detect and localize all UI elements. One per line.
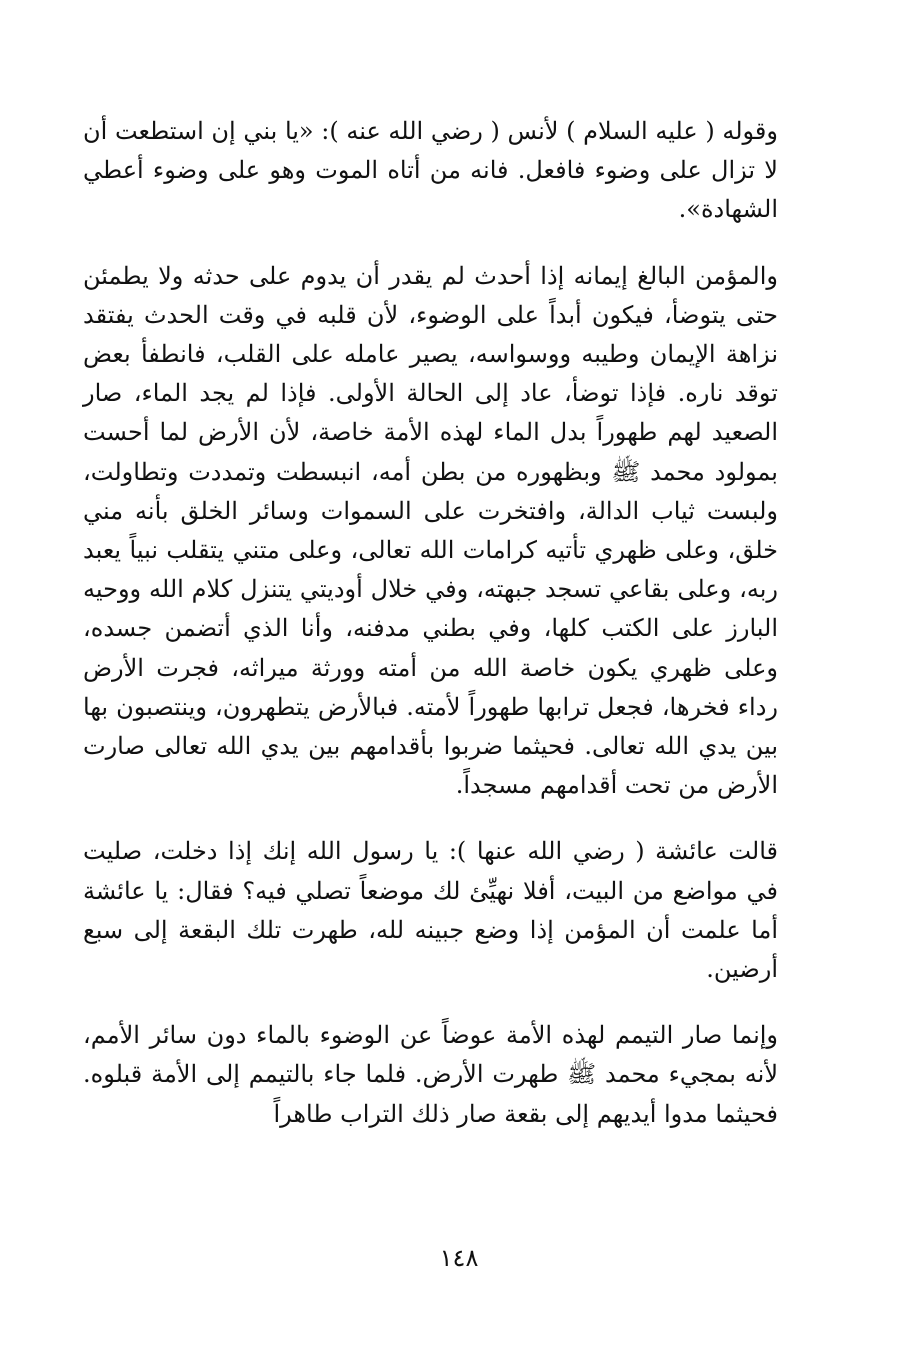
paragraph-anas-hadith: وقوله ( عليه السلام ) لأنس ( رضي الله عنه ): «يا بني إن استطعت أن لا تزال على وضوء فافعل. فانه من أتاه الموت وهو على وضوء أعطي الشهادة». (83, 117, 778, 224)
paragraph-tayammum: وإنما صار التيمم لهذه الأمة عوضاً عن الوضوء بالماء دون سائر الأمم، لأنه بمجيء محمد ﷺ طهرت الأرض. فلما جاء بالتيمم إلى الأمة قبلوه. فحيثما مدوا أيديهم إلى بقعة صار ذلك التراب طاهراً (83, 1021, 779, 1128)
paragraph-aisha-hadith: قالت عائشة ( رضي الله عنها ): يا رسول الله إنك إذا دخلت، صليت في مواضع من البيت، أفلا نهيِّئ لك موضعاً تصلي فيه؟ فقال: يا عائشة أما علمت أن المؤمن إذا وضع جبينه لله، طهرت تلك البقعة إلى سبع أرضين. (83, 837, 778, 984)
page-body (83, 112, 778, 1134)
page-number: ١٤٨ (439, 1244, 479, 1272)
paragraph-earth-purity: والمؤمن البالغ إيمانه إذا أحدث لم يقدر أن يدوم على حدثه ولا يطمئن حتى يتوضأ، فيكون أبداً على الوضوء، لأن قلبه في وقت الحدث يفتقد نزاهة الإيمان وطيبه ووسواسه، يصير عامله على القلب، فانطفأ بعض توقد ناره. فإذا توضأ، عاد إلى الحالة الأولى. فإذا لم يجد الماء، صار الصعيد لهم طهوراً بدل الماء لهذه الأمة خاصة، لأن الأرض لما أحست بمولود محمد ﷺ وبظهوره من بطن أمه، انبسطت وتمددت وتطاولت، ولبست ثياب الدالة، وافتخرت على السموات وسائر الخلق بأنه مني خلق، وعلى ظهري تأتيه كرامات الله تعالى، وعلى متني يتقلب نبياً يعبد ربه، وعلى بقاعي تسجد جبهته، وفي خلال أوديتي يتنزل كلام الله ووحيه البارز على الكتب كلها، وفي بطني مدفنه، وأنا الذي أتضمن جسده، وعلى ظهري يكون خاصة الله من أمته وورثة ميراثه، فجرت الأرض رداء فخرها، فجعل ترابها طهوراً لأمته. فبالأرض يتطهرون، وينتصبون بها بين يدي الله تعالى. فحيثما ضربوا بأقدامهم بين يدي الله تعالى صارت الأرض من تحت أقدامهم مسجداً. (83, 261, 779, 800)
